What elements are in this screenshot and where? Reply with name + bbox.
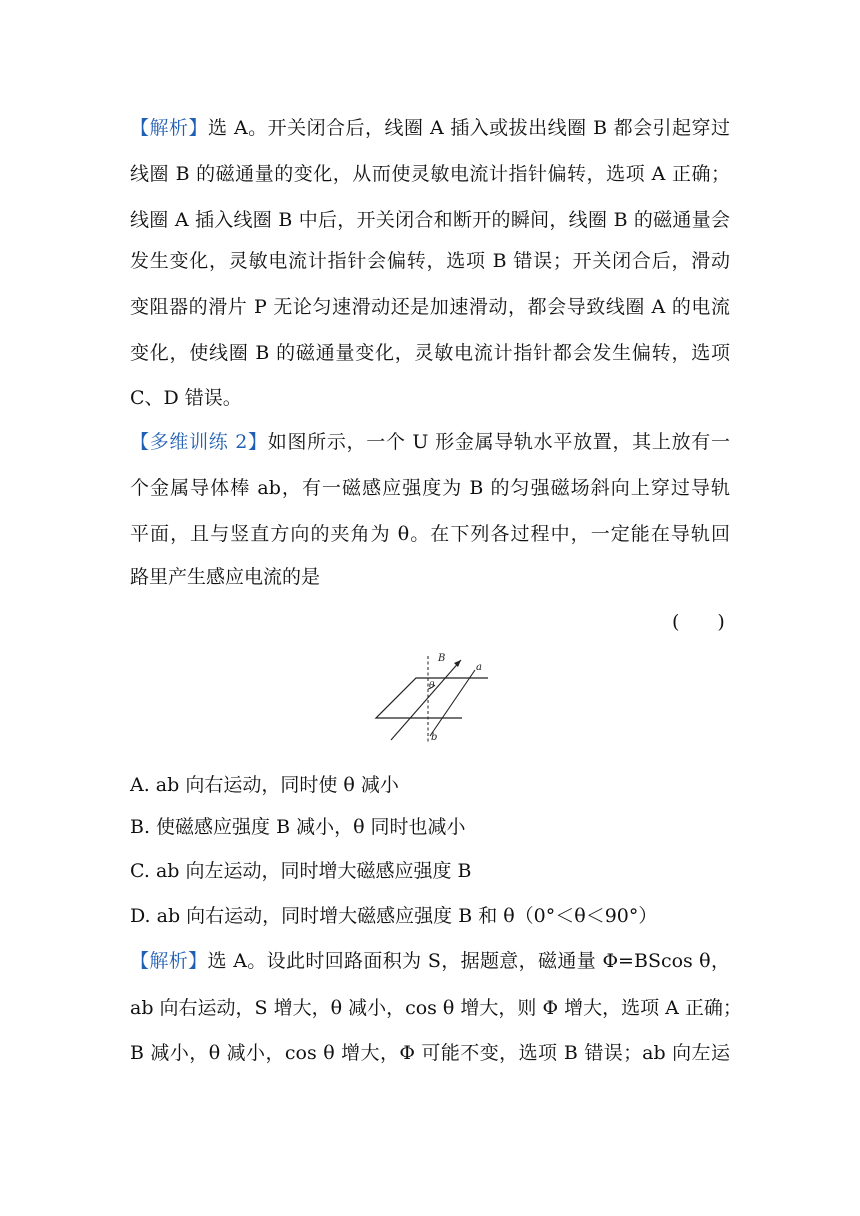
rod-ab [430,670,475,736]
option-b: B. 使磁感应强度 B 减小，θ 同时也减小 [130,816,466,838]
option-d: D. ab 向右运动，同时增大磁感应强度 B 和 θ（0°＜θ＜90°） [130,905,658,927]
label-B: B [438,653,446,664]
analysis2-tag: 【解析】 [130,950,208,972]
analysis2-line-3: B 减小，θ 减小，cos θ 增大，Φ 可能不变，选项 B 错误；ab 向左运 [130,1042,730,1064]
analysis1-line-7: C、D 错误。 [130,387,242,409]
b-field-arrowhead [454,660,461,667]
question-line-4: 路里产生感应电流的是 [130,566,321,588]
analysis2-line-1: 【解析】选 A。设此时回路面积为 S，据题意，磁通量 Φ=BScos θ， [130,950,730,972]
option-c: C. ab 向左运动，同时增大磁感应强度 B [130,860,472,882]
option-a: A. ab 向右运动，同时使 θ 减小 [130,774,399,796]
label-a: a [476,662,482,673]
question-line-1: 【多维训练 2】如图所示，一个 U 形金属导轨水平放置，其上放有一 [130,431,730,453]
question-tag: 【多维训练 2】 [130,431,268,453]
analysis1-line-2: 线圈 B 的磁通量的变化，从而使灵敏电流计指针偏转，选项 A 正确； [130,163,730,185]
question-line-3: 平面，且与竖直方向的夹角为 θ。在下列各过程中，一定能在导轨回 [130,523,730,545]
question-line-2: 个金属导体棒 ab，有一磁感应强度为 B 的匀强磁场斜向上穿过导轨 [130,477,730,499]
label-theta: θ [429,681,435,691]
analysis1-line-4: 发生变化，灵敏电流计指针会偏转，选项 B 错误；开关闭合后，滑动 [130,250,730,272]
analysis1-line-1: 【解析】选 A。开关闭合后，线圈 A 插入或拔出线圈 B 都会引起穿过 [130,117,730,139]
analysis1-line-5: 变阻器的滑片 P 无论匀速滑动还是加速滑动，都会导致线圈 A 的电流 [130,296,730,318]
b-field-line [391,660,461,740]
analysis1-line-3: 线圈 A 插入线圈 B 中后，开关闭合和断开的瞬间，线圈 B 的磁通量会 [130,209,730,231]
rail-diagram [370,648,500,744]
analysis-tag: 【解析】 [130,117,208,139]
analysis2-line-2: ab 向右运动，S 增大，θ 减小，cos θ 增大，则 Φ 增大，选项 A 正确； [130,997,742,1019]
answer-paren: ( ) [672,611,725,633]
label-b: b [431,732,438,743]
analysis1-line-6: 变化，使线圈 B 的磁通量变化，灵敏电流计指针都会发生偏转，选项 [130,342,730,364]
